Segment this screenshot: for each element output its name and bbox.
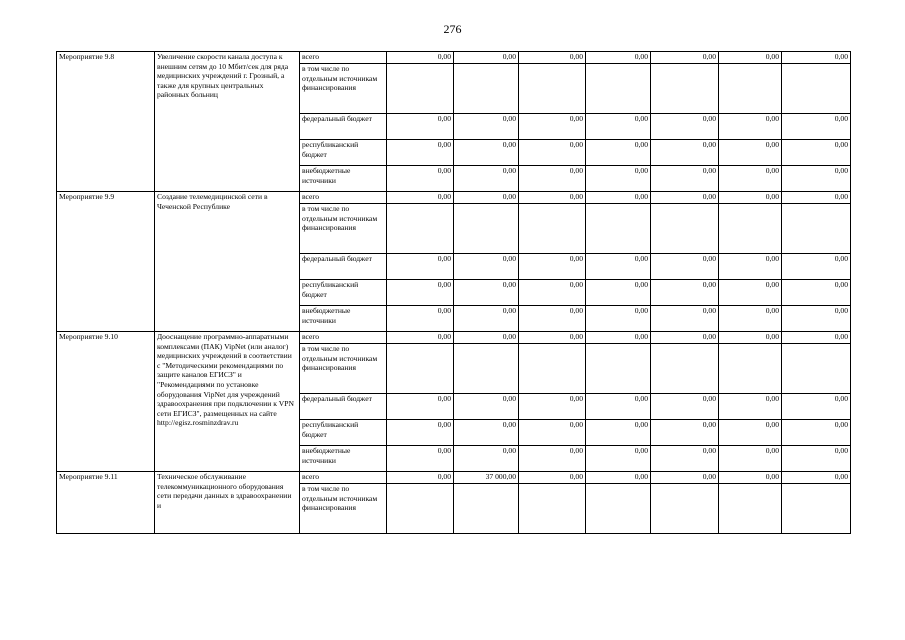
amount-cell: 0,00 bbox=[586, 114, 651, 140]
funding-source-label: федеральный бюджет bbox=[300, 254, 387, 280]
funding-source-label: федеральный бюджет bbox=[300, 114, 387, 140]
amount-cell bbox=[651, 484, 719, 534]
amount-cell: 0,00 bbox=[651, 472, 719, 484]
amount-cell: 0,00 bbox=[782, 420, 851, 446]
amount-cell: 0,00 bbox=[454, 420, 519, 446]
budget-table bbox=[56, 51, 851, 534]
activity-name: Мероприятие 9.9 bbox=[57, 192, 155, 332]
amount-cell bbox=[586, 64, 651, 114]
amount-cell: 0,00 bbox=[387, 166, 454, 192]
amount-cell: 0,00 bbox=[719, 472, 782, 484]
funding-source-label: республиканский бюджет bbox=[300, 420, 387, 446]
amount-cell: 0,00 bbox=[586, 52, 651, 64]
activity-name: Мероприятие 9.8 bbox=[57, 52, 155, 192]
amount-cell: 0,00 bbox=[519, 52, 586, 64]
amount-cell bbox=[454, 344, 519, 394]
amount-cell: 0,00 bbox=[586, 140, 651, 166]
amount-cell bbox=[454, 484, 519, 534]
amount-cell: 0,00 bbox=[782, 254, 851, 280]
amount-cell: 0,00 bbox=[586, 472, 651, 484]
amount-cell bbox=[387, 204, 454, 254]
amount-cell: 0,00 bbox=[719, 332, 782, 344]
amount-cell: 0,00 bbox=[387, 446, 454, 472]
amount-cell bbox=[519, 204, 586, 254]
amount-cell: 0,00 bbox=[651, 280, 719, 306]
funding-source-label: федеральный бюджет bbox=[300, 394, 387, 420]
amount-cell bbox=[719, 344, 782, 394]
amount-cell: 0,00 bbox=[719, 114, 782, 140]
amount-cell: 0,00 bbox=[586, 280, 651, 306]
amount-cell: 0,00 bbox=[387, 394, 454, 420]
amount-cell: 0,00 bbox=[719, 192, 782, 204]
amount-cell bbox=[387, 64, 454, 114]
amount-cell: 0,00 bbox=[387, 114, 454, 140]
amount-cell: 0,00 bbox=[519, 166, 586, 192]
amount-cell: 0,00 bbox=[454, 306, 519, 332]
amount-cell: 0,00 bbox=[586, 166, 651, 192]
amount-cell: 0,00 bbox=[387, 254, 454, 280]
amount-cell: 0,00 bbox=[586, 420, 651, 446]
amount-cell bbox=[519, 64, 586, 114]
table-body bbox=[57, 52, 851, 534]
amount-cell: 0,00 bbox=[782, 280, 851, 306]
amount-cell: 0,00 bbox=[719, 166, 782, 192]
amount-cell: 0,00 bbox=[454, 140, 519, 166]
amount-cell: 0,00 bbox=[519, 394, 586, 420]
amount-cell: 0,00 bbox=[719, 394, 782, 420]
amount-cell bbox=[454, 64, 519, 114]
amount-cell: 0,00 bbox=[651, 140, 719, 166]
funding-source-label: всего bbox=[300, 332, 387, 344]
amount-cell: 0,00 bbox=[519, 446, 586, 472]
amount-cell: 0,00 bbox=[519, 420, 586, 446]
funding-source-label: республиканский бюджет bbox=[300, 140, 387, 166]
funding-source-label: республиканский бюджет bbox=[300, 280, 387, 306]
amount-cell bbox=[782, 64, 851, 114]
amount-cell: 0,00 bbox=[782, 446, 851, 472]
funding-source-label: в том числе по отдельным источникам финансирования bbox=[300, 64, 387, 114]
amount-cell bbox=[719, 484, 782, 534]
amount-cell: 0,00 bbox=[719, 254, 782, 280]
amount-cell: 0,00 bbox=[454, 394, 519, 420]
funding-source-label: всего bbox=[300, 192, 387, 204]
amount-cell bbox=[782, 484, 851, 534]
amount-cell: 0,00 bbox=[387, 52, 454, 64]
amount-cell: 0,00 bbox=[782, 332, 851, 344]
amount-cell: 0,00 bbox=[454, 332, 519, 344]
amount-cell bbox=[586, 344, 651, 394]
amount-cell: 0,00 bbox=[519, 254, 586, 280]
amount-cell: 0,00 bbox=[719, 52, 782, 64]
funding-source-label: в том числе по отдельным источникам финансирования bbox=[300, 344, 387, 394]
amount-cell: 0,00 bbox=[651, 114, 719, 140]
amount-cell: 0,00 bbox=[719, 280, 782, 306]
amount-cell: 0,00 bbox=[719, 420, 782, 446]
amount-cell: 0,00 bbox=[454, 114, 519, 140]
amount-cell: 0,00 bbox=[782, 166, 851, 192]
activity-description: Дооснащение программно-аппаратными комплексами (ПАК) VipNet (или аналог) медицинских учреждений в соответствии с "Методическими рекомендациями по защите каналов ЕГИСЗ" и "Рекомендациями по установке оборудования VipNet для учреждений здравоохранения при подключении к VPN сети ЕГИСЗ", размещенных на сайте http://egisz.rosminzdrav.ru bbox=[155, 332, 300, 472]
amount-cell: 0,00 bbox=[782, 52, 851, 64]
amount-cell: 0,00 bbox=[782, 394, 851, 420]
amount-cell bbox=[719, 64, 782, 114]
funding-source-label: всего bbox=[300, 472, 387, 484]
amount-cell: 0,00 bbox=[651, 52, 719, 64]
amount-cell: 0,00 bbox=[586, 446, 651, 472]
amount-cell: 0,00 bbox=[519, 280, 586, 306]
table-row bbox=[57, 332, 851, 344]
amount-cell: 0,00 bbox=[651, 306, 719, 332]
amount-cell: 0,00 bbox=[782, 306, 851, 332]
amount-cell bbox=[586, 204, 651, 254]
amount-cell: 0,00 bbox=[651, 254, 719, 280]
amount-cell: 0,00 bbox=[519, 192, 586, 204]
amount-cell: 0,00 bbox=[387, 280, 454, 306]
amount-cell bbox=[782, 344, 851, 394]
funding-source-label: всего bbox=[300, 52, 387, 64]
table-row bbox=[57, 52, 851, 64]
amount-cell bbox=[519, 344, 586, 394]
amount-cell bbox=[651, 204, 719, 254]
amount-cell: 0,00 bbox=[651, 166, 719, 192]
activity-description: Техническое обслуживание телекоммуникационного оборудования сети передачи данных в здравоохранении и bbox=[155, 472, 300, 534]
amount-cell: 0,00 bbox=[519, 306, 586, 332]
amount-cell: 37 000,00 bbox=[454, 472, 519, 484]
amount-cell: 0,00 bbox=[454, 166, 519, 192]
amount-cell: 0,00 bbox=[519, 332, 586, 344]
amount-cell: 0,00 bbox=[387, 472, 454, 484]
funding-source-label: в том числе по отдельным источникам финансирования bbox=[300, 204, 387, 254]
amount-cell: 0,00 bbox=[454, 254, 519, 280]
page-number: 276 bbox=[443, 22, 462, 36]
amount-cell: 0,00 bbox=[719, 446, 782, 472]
amount-cell: 0,00 bbox=[454, 52, 519, 64]
table-row bbox=[57, 192, 851, 204]
amount-cell: 0,00 bbox=[586, 332, 651, 344]
amount-cell: 0,00 bbox=[519, 114, 586, 140]
amount-cell: 0,00 bbox=[387, 140, 454, 166]
amount-cell: 0,00 bbox=[782, 140, 851, 166]
amount-cell: 0,00 bbox=[454, 446, 519, 472]
amount-cell: 0,00 bbox=[387, 192, 454, 204]
amount-cell bbox=[651, 344, 719, 394]
activity-description: Увеличение скорости канала доступа к внешним сетям до 10 Мбит/сек для ряда медицинских учреждений г. Грозный, а также для крупных центральных районных больниц bbox=[155, 52, 300, 192]
amount-cell bbox=[387, 344, 454, 394]
table-row bbox=[57, 472, 851, 484]
funding-source-label: внебюджетные источники bbox=[300, 166, 387, 192]
funding-source-label: в том числе по отдельным источникам финансирования bbox=[300, 484, 387, 534]
amount-cell bbox=[782, 204, 851, 254]
amount-cell: 0,00 bbox=[519, 472, 586, 484]
amount-cell: 0,00 bbox=[651, 420, 719, 446]
amount-cell: 0,00 bbox=[586, 254, 651, 280]
amount-cell: 0,00 bbox=[782, 192, 851, 204]
amount-cell bbox=[719, 204, 782, 254]
amount-cell: 0,00 bbox=[586, 192, 651, 204]
amount-cell bbox=[454, 204, 519, 254]
activity-name: Мероприятие 9.11 bbox=[57, 472, 155, 534]
amount-cell bbox=[586, 484, 651, 534]
amount-cell: 0,00 bbox=[454, 280, 519, 306]
funding-source-label: внебюджетные источники bbox=[300, 306, 387, 332]
amount-cell: 0,00 bbox=[519, 140, 586, 166]
amount-cell: 0,00 bbox=[387, 306, 454, 332]
amount-cell: 0,00 bbox=[782, 114, 851, 140]
amount-cell: 0,00 bbox=[387, 332, 454, 344]
amount-cell: 0,00 bbox=[586, 306, 651, 332]
activity-name: Мероприятие 9.10 bbox=[57, 332, 155, 472]
amount-cell: 0,00 bbox=[782, 472, 851, 484]
amount-cell bbox=[387, 484, 454, 534]
amount-cell: 0,00 bbox=[586, 394, 651, 420]
amount-cell: 0,00 bbox=[719, 306, 782, 332]
amount-cell: 0,00 bbox=[387, 420, 454, 446]
amount-cell: 0,00 bbox=[454, 192, 519, 204]
amount-cell: 0,00 bbox=[651, 192, 719, 204]
amount-cell: 0,00 bbox=[651, 446, 719, 472]
amount-cell: 0,00 bbox=[651, 394, 719, 420]
amount-cell: 0,00 bbox=[651, 332, 719, 344]
funding-source-label: внебюджетные источники bbox=[300, 446, 387, 472]
amount-cell bbox=[651, 64, 719, 114]
activity-description: Создание телемедицинской сети в Чеченской Республике bbox=[155, 192, 300, 332]
amount-cell bbox=[519, 484, 586, 534]
amount-cell: 0,00 bbox=[719, 140, 782, 166]
